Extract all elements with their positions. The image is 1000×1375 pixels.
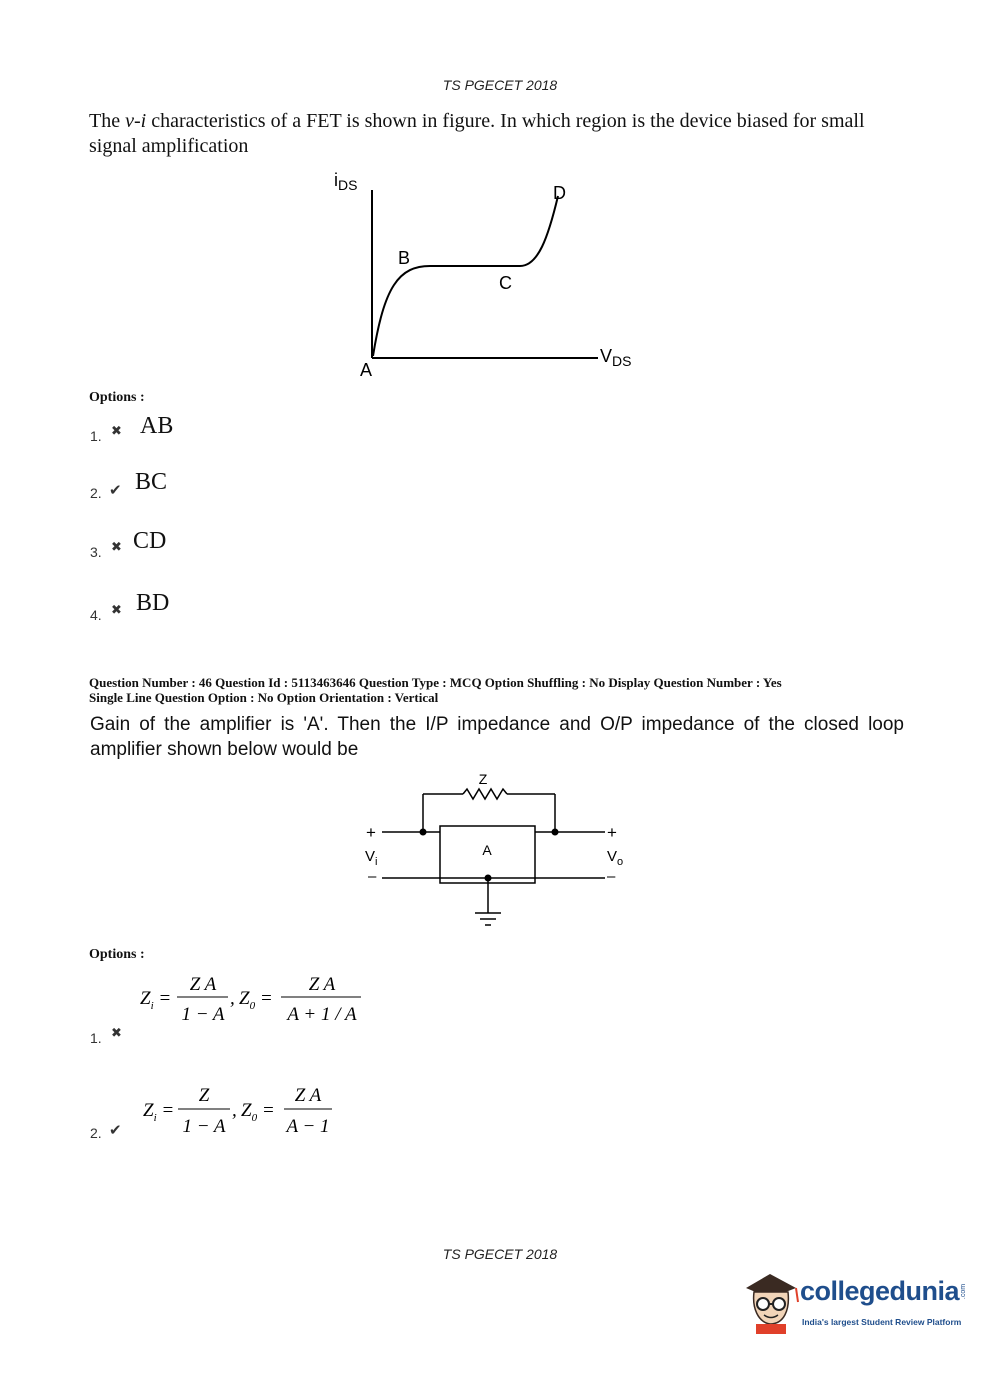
q45-option-4[interactable] xyxy=(90,590,290,626)
vout-plus: + xyxy=(607,823,617,842)
svg-text:,: , xyxy=(232,1100,237,1121)
option-number: 1. xyxy=(90,1030,102,1046)
option-2-formula xyxy=(138,1078,358,1140)
page-header: TS PGECET 2018 xyxy=(442,77,558,93)
page-footer: TS PGECET 2018 xyxy=(442,1246,558,1262)
q46-option-1[interactable] xyxy=(90,965,390,1047)
svg-text:Z A: Z A xyxy=(189,974,217,995)
wrong-mark-icon: ✖ xyxy=(111,1026,122,1041)
option-text: BC xyxy=(135,469,168,495)
correct-check-icon: ✔ xyxy=(109,481,122,499)
collegedunia-logo[interactable] xyxy=(740,1268,970,1338)
brand-name: collegedunia xyxy=(800,1276,960,1306)
q46-option-2[interactable] xyxy=(90,1078,390,1148)
feedback-z-label: Z xyxy=(478,771,488,787)
svg-text:A − 1: A − 1 xyxy=(286,1116,330,1137)
point-c-label: C xyxy=(499,273,512,293)
svg-text:Z A: Z A xyxy=(294,1085,322,1106)
option-number: 3. xyxy=(90,544,102,560)
svg-text:Z A: Z A xyxy=(308,974,336,995)
svg-text:A + 1 / A: A + 1 / A xyxy=(287,1004,357,1025)
svg-text:Zi =: $Z_i$ = xyxy=(140,988,172,1012)
question-45-text xyxy=(89,109,909,159)
characteristic-curve xyxy=(373,196,558,356)
vin-label: $V_i$ xyxy=(365,848,378,868)
svg-text:,: , xyxy=(230,988,235,1009)
q45-text-line2: signal amplification xyxy=(89,135,249,157)
q46-options-label: Options : xyxy=(89,947,145,962)
point-a-label: A xyxy=(360,360,373,380)
x-axis-label: $V_{DS}$ xyxy=(600,346,632,369)
q45-text-post: characteristics of a FET is shown in figure. In which region is the device biased for small xyxy=(146,110,865,132)
q46-text-line1: Gain of the amplifier is 'A'. Then the I/P impedance and O/P impedance of the closed loop xyxy=(90,714,904,735)
option-1-formula xyxy=(135,965,375,1027)
q46-text-line2: amplifier shown below would be xyxy=(90,739,359,760)
svg-text:Z: Z xyxy=(198,1085,210,1106)
option-text: CD xyxy=(133,528,167,554)
option-number: 1. xyxy=(90,428,102,444)
brand-dotcom: .com xyxy=(960,1283,968,1300)
point-b-label: B xyxy=(398,248,411,268)
correct-check-icon: ✔ xyxy=(109,1121,122,1139)
option-number: 2. xyxy=(90,1125,102,1141)
svg-text:Zi =: $Z_i$ = xyxy=(143,1100,175,1124)
brand-tagline: India's largest Student Review Platform xyxy=(802,1317,962,1327)
vout-minus: – xyxy=(607,868,616,885)
q46-metadata xyxy=(89,675,909,705)
svg-text:Z0 =: $Z_0$ = xyxy=(239,988,273,1012)
mascot-icon xyxy=(740,1268,802,1338)
q45-options-label: Options : xyxy=(89,390,145,405)
option-text: AB xyxy=(140,413,174,439)
question-46-text xyxy=(90,712,904,762)
wrong-mark-icon: ✖ xyxy=(111,424,122,439)
option-number: 2. xyxy=(90,485,102,501)
q45-text-vi: v-i xyxy=(125,110,147,132)
feedback-resistor xyxy=(463,789,507,799)
svg-text:1 − A: 1 − A xyxy=(182,1116,226,1137)
svg-text:Z0 =: $Z_0$ = xyxy=(241,1100,275,1124)
vout-label: $V_o$ xyxy=(607,848,624,868)
vin-minus: – xyxy=(368,868,377,885)
q45-option-1[interactable] xyxy=(90,412,290,448)
q45-text-pre: The xyxy=(89,110,126,132)
q45-option-3[interactable] xyxy=(90,528,290,564)
amplifier-gain-label: A xyxy=(482,842,492,858)
q45-option-2[interactable] xyxy=(90,469,290,505)
q46-meta-line2: Single Line Question Option : No Option Orientation : Vertical xyxy=(89,690,439,705)
svg-text:1 − A: 1 − A xyxy=(181,1004,225,1025)
point-d-label: D xyxy=(553,183,566,203)
q46-meta-line1: Question Number : 46 Question Id : 5113463646 Question Type : MCQ Option Shuffling : No Display Question Number : Yes xyxy=(89,675,782,690)
wrong-mark-icon: ✖ xyxy=(111,603,122,618)
wrong-mark-icon: ✖ xyxy=(111,540,122,555)
option-number: 4. xyxy=(90,607,102,623)
fet-vi-characteristics-figure xyxy=(320,168,660,383)
vin-plus: + xyxy=(366,823,376,842)
y-axis-label: $i_{DS}$ xyxy=(334,170,358,193)
closed-loop-amplifier-circuit xyxy=(355,768,645,938)
option-text: BD xyxy=(136,590,170,616)
